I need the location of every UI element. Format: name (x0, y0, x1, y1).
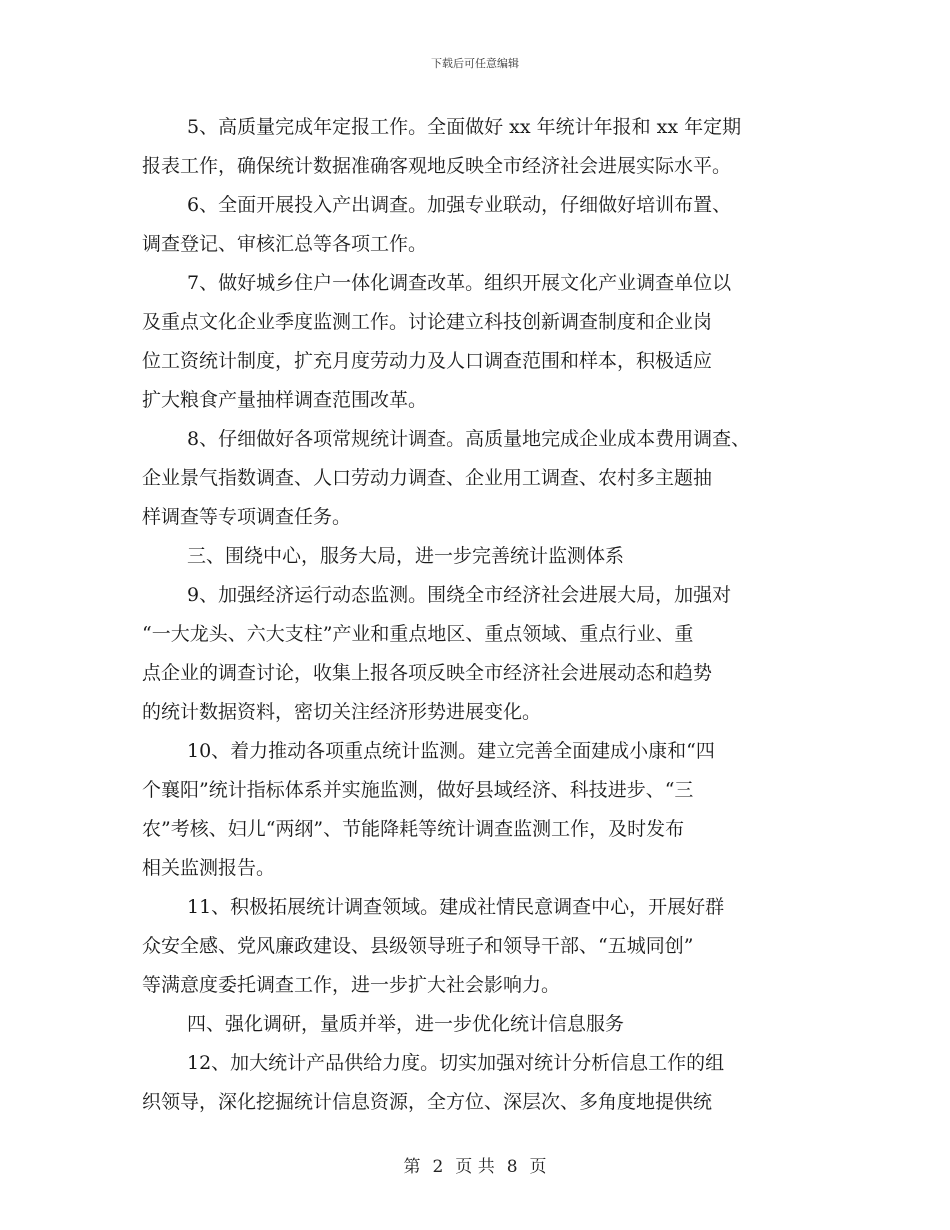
paragraph-line: 个襄阳”统计指标体系并实施监测，做好县域经济、科技进步、“三 (142, 779, 694, 801)
section-heading-3 (142, 537, 842, 576)
paragraph-line: 9、加强经济运行动态监测。围绕全市经济社会进展大局，加强对 (187, 584, 732, 606)
paragraph-line: 5、高质量完成年定报工作。全面做好 xx 年统计年报和 xx 年定期 (187, 116, 742, 138)
paragraph-line: 10、着力推动各项重点统计监测。建立完善全面建成小康和“四 (187, 740, 715, 762)
paragraph-line: 位工资统计制度，扩充月度劳动力及人口调查范围和样本，积极适应 (142, 350, 713, 372)
paragraph-line: 报表工作，确保统计数据准确客观地反映全市经济社会进展实际水平。 (142, 155, 732, 177)
paragraph-line: 7、做好城乡住户一体化调查改革。组织开展文化产业调查单位以 (187, 272, 732, 294)
total-pages: 8 (506, 1157, 518, 1177)
paragraph-9 (142, 576, 842, 732)
section-heading-4 (142, 1005, 842, 1044)
paragraph-line: 的统计数据资料，密切关注经济形势进展变化。 (142, 701, 542, 723)
paragraph-line: 扩大粮食产量抽样调查范围改革。 (142, 389, 428, 411)
footer-suffix: 页 (529, 1157, 547, 1177)
paragraph-7 (142, 264, 842, 420)
paragraph-line: 等满意度委托调查工作，进一步扩大社会影响力。 (142, 974, 561, 996)
paragraph-line: 调查登记、审核汇总等各项工作。 (142, 233, 428, 255)
section-heading: 四、强化调研，量质并举，进一步优化统计信息服务 (187, 1013, 625, 1035)
paragraph-line: 点企业的调查讨论，收集上报各项反映全市经济社会进展动态和趋势 (142, 662, 713, 684)
paragraph-11 (142, 888, 842, 1005)
section-heading: 三、围绕中心，服务大局，进一步完善统计监测体系 (187, 545, 625, 567)
paragraph-line: “一大龙头、六大支柱”产业和重点地区、重点领域、重点行业、重 (142, 623, 694, 645)
paragraph-line: 11、积极拓展统计调查领域。建成社情民意调查中心，开展好群 (187, 896, 725, 918)
paragraph-line: 相关监测报告。 (142, 857, 276, 879)
paragraph-line: 12、加大统计产品供给力度。切实加强对统计分析信息工作的组 (187, 1052, 725, 1074)
document-body (142, 108, 842, 1122)
paragraph-12 (142, 1044, 842, 1122)
paragraph-line: 及重点文化企业季度监测工作。讨论建立科技创新调查制度和企业岗 (142, 311, 713, 333)
paragraph-10 (142, 732, 842, 888)
footer-middle: 页 共 (455, 1157, 495, 1177)
footer-prefix: 第 (403, 1157, 421, 1177)
page-header: 下载后可任意编辑 (431, 57, 519, 70)
paragraph-line: 8、仔细做好各项常规统计调查。高质量地完成企业成本费用调查、 (187, 428, 751, 450)
paragraph-line: 众安全感、党风廉政建设、县级领导班子和领导干部、“五城同创” (142, 935, 694, 957)
page-number: 2 (432, 1157, 444, 1177)
paragraph-line: 企业景气指数调查、人口劳动力调查、企业用工调查、农村多主题抽 (142, 467, 713, 489)
paragraph-8 (142, 420, 842, 537)
paragraph-5 (142, 108, 842, 186)
paragraph-line: 6、全面开展投入产出调查。加强专业联动，仔细做好培训布置、 (187, 194, 732, 216)
paragraph-6 (142, 186, 842, 264)
paragraph-line: 样调查等专项调查任务。 (142, 506, 352, 528)
paragraph-line: 织领导，深化挖掘统计信息资源，全方位、深层次、多角度地提供统 (142, 1091, 713, 1113)
page-footer (0, 1152, 950, 1177)
paragraph-line: 农”考核、妇儿“两纲”、节能降耗等统计调查监测工作，及时发布 (142, 818, 685, 840)
